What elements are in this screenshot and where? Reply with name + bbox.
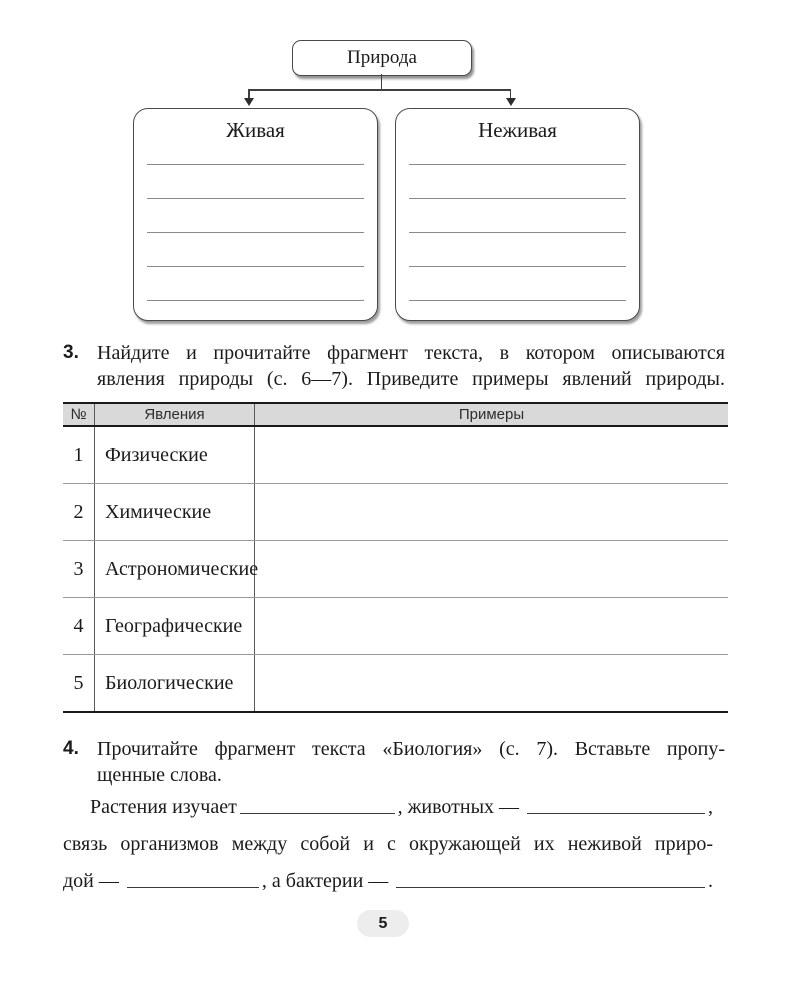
write-line <box>147 232 364 233</box>
row-number-cell: 4 <box>63 598 95 654</box>
examples-cell <box>255 598 728 654</box>
task-text-line: Прочитайте фрагмент текста «Биология» (с. 7). Вставьте пропу- <box>97 738 725 760</box>
table-row <box>63 427 728 484</box>
arrow-down-icon <box>506 98 516 106</box>
fill-blank <box>240 813 395 814</box>
row-number-cell: 3 <box>63 541 95 597</box>
write-line <box>147 300 364 301</box>
header-number: № <box>63 404 95 425</box>
examples-cell <box>255 655 728 711</box>
arrow-down-icon <box>244 98 254 106</box>
fill-text: связь организмов между собой и с окружающей их неживой приро- <box>63 833 713 855</box>
task4-fill-paragraph <box>63 782 713 893</box>
nature-root-label: Природа <box>347 47 417 68</box>
page-number-badge <box>357 910 409 937</box>
table-row <box>63 484 728 541</box>
row-number-cell: 1 <box>63 427 95 483</box>
living-box-title: Живая <box>226 118 285 142</box>
fill-text: , а бактерии — <box>261 870 394 892</box>
task-text-line: явления природы (с. 6—7). Приведите примеры явлений природы. <box>97 368 725 390</box>
fill-text: Растения изучает <box>90 796 237 818</box>
task-text <box>97 736 725 788</box>
write-line <box>147 266 364 267</box>
page-number: 5 <box>378 914 388 932</box>
fill-text: дой — <box>63 870 124 892</box>
task-number: 4. <box>63 738 79 759</box>
row-number-cell: 5 <box>63 655 95 711</box>
connector-stem-line <box>381 74 383 90</box>
fill-text: . <box>708 870 713 892</box>
fill-text: , <box>708 796 713 818</box>
write-line <box>147 198 364 199</box>
fill-line <box>63 856 713 893</box>
fill-line <box>63 782 713 819</box>
living-nature-box <box>133 108 378 321</box>
write-line <box>409 266 626 267</box>
phenomenon-cell: Биологические <box>95 655 255 711</box>
write-line <box>409 232 626 233</box>
phenomena-table <box>63 402 728 713</box>
table-row <box>63 541 728 598</box>
header-phenomena: Явления <box>95 404 255 425</box>
examples-cell <box>255 427 728 483</box>
task-4 <box>63 736 725 788</box>
task-3 <box>63 340 725 392</box>
fill-blank <box>527 813 705 814</box>
fill-blank <box>127 887 259 888</box>
fill-text: , животных — <box>397 796 525 818</box>
nonliving-nature-box <box>395 108 640 321</box>
nonliving-box-title: Неживая <box>478 118 557 142</box>
header-examples: Примеры <box>458 406 525 423</box>
fill-blank <box>396 887 705 888</box>
phenomenon-cell: Астрономические <box>95 541 255 597</box>
write-line <box>409 300 626 301</box>
fill-line <box>63 819 713 856</box>
row-number-cell: 2 <box>63 484 95 540</box>
examples-cell <box>255 541 728 597</box>
table-row <box>63 598 728 655</box>
table-header-row <box>63 404 728 427</box>
write-line <box>409 164 626 165</box>
task-text-line: Найдите и прочитайте фрагмент текста, в котором описываются <box>97 342 725 364</box>
phenomenon-cell: Физические <box>95 427 255 483</box>
nature-root-box <box>292 40 472 76</box>
phenomenon-cell: Химические <box>95 484 255 540</box>
examples-cell <box>255 484 728 540</box>
connector-horizontal-line <box>248 89 511 91</box>
task-number: 3. <box>63 342 79 363</box>
write-line <box>409 198 626 199</box>
phenomenon-cell: Географические <box>95 598 255 654</box>
write-line <box>147 164 364 165</box>
task-text-line: щенные слова. <box>97 764 222 786</box>
task-text <box>97 340 725 392</box>
table-row <box>63 655 728 711</box>
